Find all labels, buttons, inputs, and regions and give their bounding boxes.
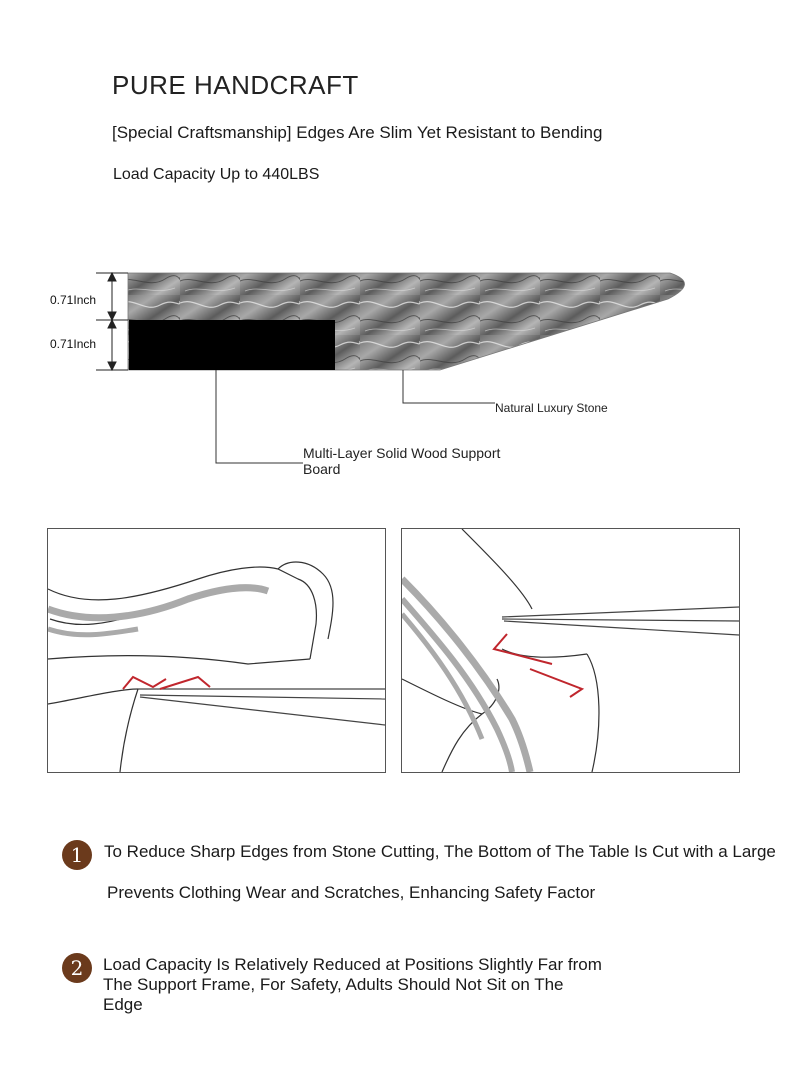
- red-arrow-4: [530, 669, 582, 697]
- leg-illustration: [402, 529, 739, 772]
- wood-label: Multi-Layer Solid Wood Support Board: [303, 445, 501, 477]
- load-capacity-text: Load Capacity Up to 440LBS: [113, 166, 320, 183]
- wood-leader-line: [216, 370, 303, 463]
- dimension-top-label: 0.71Inch: [50, 293, 97, 307]
- illustration-leg-panel: [401, 528, 740, 773]
- number-badge-1: 1: [62, 840, 92, 870]
- red-arrow-2: [160, 677, 210, 689]
- illustration-arm-panel: [47, 528, 386, 773]
- subtitle: [Special Craftsmanship] Edges Are Slim Yet Resistant to Bending: [112, 123, 603, 142]
- note-1-line-1: To Reduce Sharp Edges from Stone Cutting, The Bottom of The Table Is Cut with a Large: [104, 842, 776, 861]
- number-badge-2: 2: [62, 953, 92, 983]
- dimension-markers: [96, 273, 128, 370]
- note-2-text: Load Capacity Is Relatively Reduced at Positions Slightly Far from The Support Frame, For Safety, Adults Should Not Sit on The Edge: [103, 955, 602, 1014]
- wood-board: [129, 320, 335, 370]
- note-1-line-2: Prevents Clothing Wear and Scratches, Enhancing Safety Factor: [107, 883, 596, 902]
- stone-leader-line: [403, 370, 495, 403]
- red-arrow-1: [123, 677, 166, 689]
- arm-illustration: [48, 529, 385, 772]
- page-title: PURE HANDCRAFT: [112, 70, 359, 100]
- dimension-bottom-label: 0.71Inch: [50, 337, 97, 351]
- stone-label: Natural Luxury Stone: [495, 401, 608, 415]
